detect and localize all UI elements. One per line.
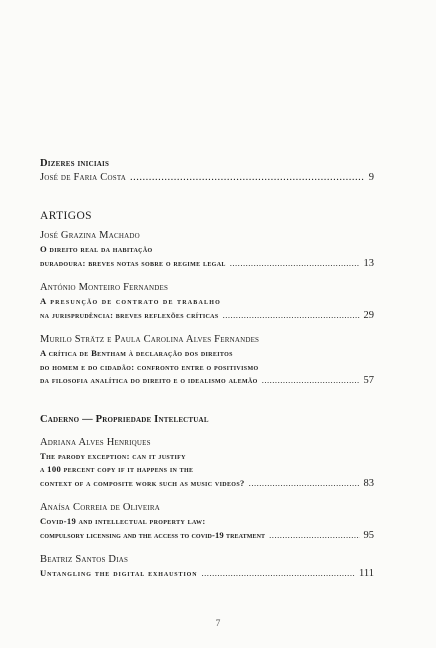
entry-author: Adriana Alves Henriques: [40, 436, 151, 448]
dot-leader: [249, 477, 360, 491]
entry-title-line: a 100 percent copy if it happens in the: [40, 464, 194, 474]
toc-section-artigos: [40, 209, 374, 388]
toc-entry[interactable]: [40, 333, 374, 388]
entry-author: António Monteiro Fernandes: [40, 282, 169, 293]
page-folio: 7: [215, 619, 221, 629]
table-of-contents: [40, 157, 374, 592]
toc-entry[interactable]: [40, 436, 374, 491]
entry-title-last-line: [40, 309, 374, 323]
entry-title-line: context of a composite work such as music videos?: [40, 477, 245, 488]
page-number: 57: [363, 375, 374, 386]
intro-author: José de Faria Costa: [40, 172, 126, 183]
entry-title-line: A presunção de contrato de trabalho: [40, 296, 221, 306]
entry-title-line: do homem e do cidadão: confronto entre o positivismo: [40, 361, 259, 372]
entry-title-line: na jurisprudência: breves reflexões críticas: [40, 309, 219, 320]
entry-title-line: Untangling the digital exhaustion: [40, 568, 198, 578]
toc-entry[interactable]: [40, 281, 374, 322]
toc-entry[interactable]: [40, 501, 374, 542]
dot-leader: [202, 567, 356, 581]
dot-leader: [230, 257, 360, 271]
toc-intro: [40, 157, 374, 185]
intro-heading: Dizeres iniciais: [40, 158, 110, 169]
entry-title-line: duradoura: breves notas sobre o regime legal: [40, 257, 226, 268]
page-number: 111: [359, 568, 374, 579]
section-title-caderno: Caderno — Propriedade Intelectual: [40, 413, 209, 425]
entry-title-line: da filosofia analítica do direito e o idealismo alemão: [40, 375, 258, 385]
entry-title-line: O direito real da habitação: [40, 244, 153, 254]
entry-author: José Grazina Machado: [40, 230, 140, 241]
entry-title-last-line: [40, 529, 374, 543]
toc-entry[interactable]: [40, 553, 374, 581]
entry-title-line: A crítica de Bentham à declaração dos direitos: [40, 348, 233, 358]
entry-title-line: The parody exception: can it justify: [40, 450, 186, 461]
dot-leader: [262, 374, 360, 388]
dot-leader: [130, 171, 365, 185]
entry-title-line: Covid-19 and intellectual property law:: [40, 516, 206, 526]
page-number: 83: [363, 477, 374, 489]
entry-title-last-line: [40, 374, 374, 388]
section-title-artigos: ARTIGOS: [40, 210, 92, 222]
dot-leader: [269, 529, 359, 543]
entry-author: Anaísa Correia de Oliveira: [40, 502, 161, 513]
dot-leader: [223, 309, 360, 323]
toc-entry[interactable]: [40, 229, 374, 270]
entry-title-last-line: [40, 257, 374, 271]
entry-title-last-line: [40, 477, 374, 491]
toc-section-caderno: [40, 413, 374, 581]
page-number: 29: [363, 309, 374, 321]
toc-entry-intro[interactable]: [40, 171, 374, 185]
entry-title-line: compulsory licensing and the access to covid-19 treatment: [40, 529, 266, 540]
entry-author: Murilo Strätz e Paula Carolina Alves Fernandes: [40, 334, 260, 345]
page-number: 13: [363, 257, 374, 269]
page-number: 95: [363, 529, 374, 541]
entry-title-last-line: [40, 567, 374, 581]
page-number: 9: [368, 172, 374, 183]
entry-author: Beatriz Santos Dias: [40, 554, 129, 565]
